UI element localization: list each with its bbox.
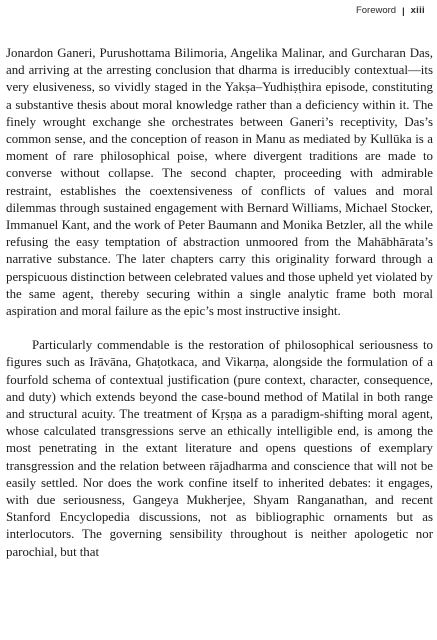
body-text: [6, 45, 433, 640]
paragraph-continued: Jonardon Ganeri, Purushottama Bilimoria, Angelika Malinar, and Gurcharan Das, and arriving at the arresting conclusion that dharma is irreducibly contextual—its very elusiveness, so vividly staged in the Yakṣa–Yudhiṣṭhira episode, constituting a substantive thesis about moral knowledge rather than a deficiency within it. The finely wrought exchange she orchestrates between Ganeri’s receptivity, Das’s common sense, and the conception of reason in Manu as mediated by Kullūka is a moment of rare philosophical poise, where divergent traditions are made to converse without collapse. The second chapter, proceeding with admirable restraint, establishes the coextensiveness of conflicts of values and moral dilemmas through sustained engagement with Bernard Williams, Michael Stocker, Immanuel Kant, and the work of Peter Baumann and Monika Betzler, all the while refusing the easy temptation of abstraction unmoored from the Mahābhārata’s narrative substance. The later chapters carry this originality forward through a perspicuous distinction between celebrated values and those upheld yet violated by the same agent, thereby securing within a single analytic frame both moral aspiration and moral failure as the epic’s most instructive insight.: [6, 46, 433, 319]
running-head-section: Foreword: [355, 5, 397, 16]
running-head-separator: |: [402, 5, 405, 16]
running-head: [356, 5, 425, 16]
page-number: xiii: [410, 5, 425, 16]
paragraph: Particularly commendable is the restoration of philosophical seriousness to figures such as Irāvāna, Ghaṭotkaca, and Vikarṇa, alongside the formulation of a fourfold schema of contextual justification (pure context, character, consequence, and duty) which extends beyond the case-bound method of Matilal in both range and structural acuity. The treatment of Kṛṣṇa as a paradigm-shifting moral agent, whose calculated transgressions serve an ethically intelligible end, is among the most penetrating in the extant literature and opens questions of exemplary transgression and the relation between rājadharma and conscience that will not be easily settled. Nor does the work confine itself to inherited debates: it engages, with due seriousness, Gangeya Mukherjee, Shyam Ranganathan, and recent Stanford Encyclopedia discussions, not as bibliographic ornaments but as interlocutors. The governing sensibility throughout is neither apologetic nor parochial, but that: [6, 338, 433, 559]
